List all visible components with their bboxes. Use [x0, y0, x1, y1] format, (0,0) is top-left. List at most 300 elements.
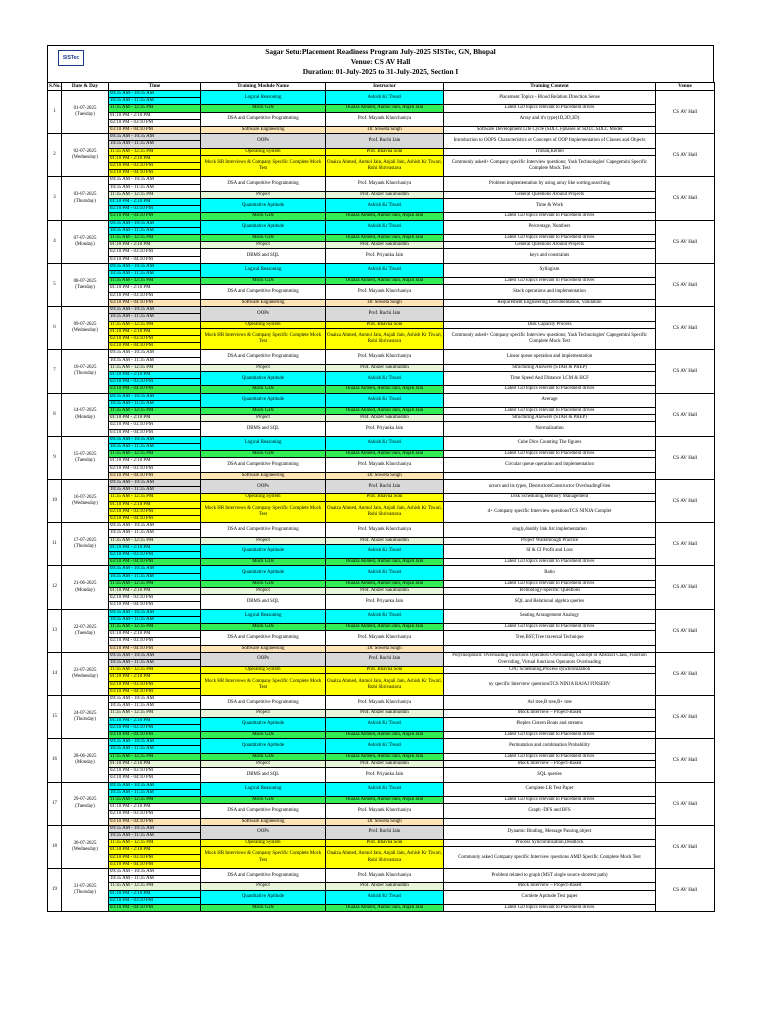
time-slot: 03:10 PM - 04:10 PM: [109, 386, 201, 393]
schedule-table: [47, 82, 715, 912]
training-content: uctors and its types, DestructorsConstructor OverloadingFrien: [444, 479, 656, 493]
instructor-name: Ouaiza Ahmed, Anmol Jain, Anjali Jain: [326, 105, 444, 112]
instructor-name: Ashish Kr Tiwari: [326, 393, 444, 407]
day-date-cell: [62, 436, 109, 479]
table-row: [48, 278, 715, 285]
module-name: Quantitative Aptitude: [201, 739, 326, 753]
day-date-cell: [62, 134, 109, 177]
training-content: singly,doubly link list implementation: [444, 523, 656, 537]
time-slot: 11:35 AM - 12:35 PM: [109, 796, 201, 803]
training-content: Comlete Aptitude Test paper: [444, 890, 656, 904]
training-content: Problem related to graph (MST single source shortest path): [444, 868, 656, 882]
time-slot: 03:10 PM - 04:10 PM: [109, 170, 201, 177]
module-name: OOPs: [201, 479, 326, 493]
table-row: [48, 112, 715, 119]
training-content: Process Synchronization,Deadlock: [444, 840, 656, 847]
time-slot: 09:35 AM - 10:35 AM: [109, 825, 201, 832]
instructor-name: Prof. Bhavna Soni: [326, 148, 444, 155]
module-name: DBMS and SQL: [201, 422, 326, 436]
module-name: Mock HR Interviews & Company Specific Complete Mock Test: [201, 847, 326, 869]
time-slot: 02:10 PM - 03:10 PM: [109, 724, 201, 731]
day-date: 16-07-2025: [73, 494, 97, 500]
instructor-name: Ouaiza Ahmed, Anmol Jain, Anjali Jain, Ashish Kr Tiwari, Ruhi Shrivastava: [326, 847, 444, 869]
instructor-name: Ouaiza Ahmed, Anmol Jain, Anjali Jain: [326, 451, 444, 458]
module-name: Project: [201, 760, 326, 767]
table-row: [48, 472, 715, 479]
module-name: Operating System: [201, 321, 326, 328]
time-slot: 11:35 AM - 12:35 PM: [109, 883, 201, 890]
instructor-name: Ouaiza Ahmed, Anmol Jain, Anjali Jain: [326, 796, 444, 803]
time-slot: 11:35 AM - 12:35 PM: [109, 580, 201, 587]
time-slot: 10:35 AM - 11:35 AM: [109, 400, 201, 407]
time-slot: 02:10 PM - 03:10 PM: [109, 335, 201, 342]
day-serial: 4: [48, 220, 62, 263]
table-row: [48, 710, 715, 717]
time-slot: 10:35 AM - 11:35 AM: [109, 357, 201, 364]
time-slot: 09:35 AM - 10:35 AM: [109, 91, 201, 98]
training-content: Latest GD topics relevant to Placement drives: [444, 407, 656, 414]
time-slot: 01:10 PM - 2:10 PM: [109, 760, 201, 767]
instructor-name: Ouaiza Ahmed, Anmol Jain, Anjali Jain, Ashish Kr Tiwari, Ruhi Shrivastava: [326, 674, 444, 696]
time-slot: 03:10 PM - 04:10 PM: [109, 515, 201, 522]
instructor-name: Ouaiza Ahmed, Anmol Jain, Anjali Jain: [326, 386, 444, 393]
table-row: [48, 328, 715, 335]
module-name: OOPs: [201, 825, 326, 839]
table-row: [48, 559, 715, 566]
table-row: [48, 768, 715, 775]
time-slot: 03:10 PM - 04:10 PM: [109, 127, 201, 134]
training-content: Seating Arrangement Analogy: [444, 609, 656, 623]
schedule-header: [47, 45, 714, 82]
training-content: Latest GD topics relevant to Placement drives: [444, 796, 656, 803]
table-row: [48, 631, 715, 638]
training-content: Latest GD topics relevant to Placement drives: [444, 580, 656, 587]
training-content: SQL queries: [444, 768, 656, 782]
table-row: [48, 91, 715, 98]
instructor-name: Prof. Mayank Khurchaniya: [326, 696, 444, 710]
table-header-row: [48, 83, 715, 91]
module-name: Logical Reasoning: [201, 609, 326, 623]
table-row: [48, 364, 715, 371]
instructor-name: Prof. Abizer Sakimuddin: [326, 710, 444, 717]
venue-cell: CS AV Hall: [656, 868, 715, 911]
training-content: Tree,BST,Tree traversal Technique: [444, 631, 656, 645]
table-row: [48, 595, 715, 602]
time-slot: 03:10 PM - 04:10 PM: [109, 472, 201, 479]
instructor-name: Prof. Ruchi Jain: [326, 479, 444, 493]
time-slot: 02:10 PM - 03:10 PM: [109, 465, 201, 472]
day-serial: 9: [48, 436, 62, 479]
module-name: Mock GDs: [201, 278, 326, 285]
sistec-logo-icon: SISTec: [58, 50, 84, 66]
day-serial: 18: [48, 825, 62, 868]
module-name: Project: [201, 710, 326, 717]
table-row: [48, 155, 715, 162]
module-name: Mock GDs: [201, 904, 326, 911]
time-slot: 09:35 AM - 10:35 AM: [109, 782, 201, 789]
day-date: 08-07-2025: [73, 278, 97, 284]
instructor-name: Prof. Ruchi Jain: [326, 652, 444, 666]
instructor-name: Prof. Mayank Khurchaniya: [326, 523, 444, 537]
venue-cell: CS AV Hall: [656, 566, 715, 609]
instructor-name: Ashish Kr Tiwari: [326, 91, 444, 105]
table-row: [48, 105, 715, 112]
training-content: Commonly asked Company specific Interview questions AMD Specific Complete Mock Test: [444, 847, 656, 869]
instructor-name: Ouaiza Ahmed, Anmol Jain, Anjali Jain: [326, 753, 444, 760]
table-row: [48, 760, 715, 767]
venue-cell: CS AV Hall: [656, 739, 715, 782]
instructor-name: Prof. Mayank Khurchaniya: [326, 285, 444, 299]
time-slot: 09:35 AM - 10:35 AM: [109, 436, 201, 443]
day-date: 31-07-2025: [73, 883, 97, 889]
day-weekday: (Tuesday): [75, 457, 95, 463]
time-slot: 11:35 AM - 12:35 PM: [109, 407, 201, 414]
instructor-name: Ouaiza Ahmed, Anmol Jain, Anjali Jain: [326, 580, 444, 587]
table-row: [48, 307, 715, 314]
table-row: [48, 796, 715, 803]
day-date: 23-07-2025: [73, 667, 97, 673]
day-date-cell: [62, 350, 109, 393]
time-slot: 09:35 AM - 10:35 AM: [109, 868, 201, 875]
module-name: Mock HR Interviews & Company Specific Complete Mock Test: [201, 674, 326, 696]
time-slot: 11:35 AM - 12:35 PM: [109, 840, 201, 847]
training-content: Syllogism: [444, 263, 656, 277]
table-row: [48, 717, 715, 724]
time-slot: 11:35 AM - 12:35 PM: [109, 624, 201, 631]
module-name: Operating System: [201, 494, 326, 501]
training-content: keys and constraints: [444, 249, 656, 263]
instructor-name: Prof. Priyanka Jain: [326, 768, 444, 782]
table-row: [48, 544, 715, 551]
training-content: SQL and Relational algebra queries: [444, 595, 656, 609]
module-name: Operating System: [201, 840, 326, 847]
module-name: Project: [201, 537, 326, 544]
module-name: Project: [201, 883, 326, 890]
time-slot: 09:35 AM - 10:35 AM: [109, 307, 201, 314]
table-row: [48, 566, 715, 573]
day-date-cell: [62, 177, 109, 220]
instructor-name: Prof. Mayank Khurchaniya: [326, 177, 444, 191]
instructor-name: Prof. Abizer Sakimuddin: [326, 883, 444, 890]
training-content: Array and it's type(1D,2D,3D): [444, 112, 656, 126]
day-weekday: (Wednesday): [72, 846, 98, 852]
training-content: Technology-Specific Questions: [444, 588, 656, 595]
day-date: 21-06-2025: [73, 581, 97, 587]
venue-cell: CS AV Hall: [656, 609, 715, 652]
venue-cell: CS AV Hall: [656, 393, 715, 436]
time-slot: 01:10 PM - 2:10 PM: [109, 717, 201, 724]
table-row: [48, 242, 715, 249]
instructor-name: Prof. Bhavna Soni: [326, 840, 444, 847]
day-weekday: (Tuesday): [75, 112, 95, 118]
instructor-name: Prof. Priyanka Jain: [326, 595, 444, 609]
instructor-name: Dr. Shweta Singh: [326, 299, 444, 306]
instructor-name: Ashish Kr Tiwari: [326, 782, 444, 796]
table-row: [48, 501, 715, 508]
table-row: [48, 451, 715, 458]
time-slot: 01:10 PM - 2:10 PM: [109, 155, 201, 162]
training-content: Thread,Kernel: [444, 148, 656, 155]
time-slot: 03:10 PM - 04:10 PM: [109, 732, 201, 739]
time-slot: 02:10 PM - 03:10 PM: [109, 897, 201, 904]
instructor-name: Ouaiza Ahmed, Anmol Jain, Anjali Jain: [326, 559, 444, 566]
instructor-name: Dr. Shweta Singh: [326, 472, 444, 479]
training-content: Latest GD topics relevant to Placement drives: [444, 624, 656, 631]
day-date-cell: [62, 91, 109, 134]
day-weekday: (Wednesday): [72, 501, 98, 507]
day-weekday: (Monday): [75, 241, 95, 247]
instructor-name: Dr. Shweta Singh: [326, 127, 444, 134]
time-slot: 09:35 AM - 10:35 AM: [109, 177, 201, 184]
day-weekday: (Wednesday): [72, 673, 98, 679]
day-date-cell: [62, 782, 109, 825]
time-slot: 10:35 AM - 11:35 AM: [109, 314, 201, 321]
training-content: Project Walkthrough Practice: [444, 537, 656, 544]
time-slot: 03:10 PM - 04:10 PM: [109, 688, 201, 695]
table-row: [48, 868, 715, 875]
module-name: Software Engineering: [201, 472, 326, 479]
training-content: Circular queue operation and implementation: [444, 458, 656, 472]
module-name: Quantitative Aptitude: [201, 393, 326, 407]
time-slot: 02:10 PM - 03:10 PM: [109, 292, 201, 299]
module-name: Operating System: [201, 148, 326, 155]
table-row: [48, 890, 715, 897]
time-slot: 03:10 PM - 04:10 PM: [109, 256, 201, 263]
module-name: Mock GDs: [201, 407, 326, 414]
instructor-name: Ouaiza Ahmed, Anmol Jain, Anjali Jain: [326, 732, 444, 739]
venue-cell: CS AV Hall: [656, 825, 715, 868]
module-name: DBMS and SQL: [201, 768, 326, 782]
table-row: [48, 350, 715, 357]
venue-cell: CS AV Hall: [656, 696, 715, 739]
day-weekday: (Wednesday): [72, 328, 98, 334]
module-name: Mock GDs: [201, 213, 326, 220]
day-serial: 10: [48, 479, 62, 522]
instructor-name: Ouaiza Ahmed, Anmol Jain, Anjali Jain: [326, 624, 444, 631]
day-date-cell: [62, 609, 109, 652]
training-content: Latest GD topics relevant to Placement drives: [444, 559, 656, 566]
training-content: Latest GD topics relevant to Placement drives: [444, 386, 656, 393]
day-serial: 6: [48, 307, 62, 350]
day-weekday: (Monday): [75, 587, 95, 593]
time-slot: 02:10 PM - 03:10 PM: [109, 422, 201, 429]
instructor-name: Prof. Bhavna Soni: [326, 494, 444, 501]
day-weekday: (Monday): [75, 414, 95, 420]
time-slot: 01:10 PM - 2:10 PM: [109, 804, 201, 811]
time-slot: 10:35 AM - 11:35 AM: [109, 789, 201, 796]
table-row: [48, 235, 715, 242]
instructor-name: Ouaiza Ahmed, Anmol Jain, Anjali Jain: [326, 278, 444, 285]
time-slot: 09:35 AM - 10:35 AM: [109, 134, 201, 141]
training-content: Polymorphism: Overloading Functions Operators Overloading Concept of Abstract Class, Function Overriding, Virtual functions Operators Overloading: [444, 652, 656, 666]
time-slot: 02:10 PM - 03:10 PM: [109, 552, 201, 559]
time-slot: 03:10 PM - 04:10 PM: [109, 299, 201, 306]
day-date-cell: [62, 523, 109, 566]
time-slot: 11:35 AM - 12:35 PM: [109, 235, 201, 242]
time-slot: 01:10 PM - 2:10 PM: [109, 371, 201, 378]
table-row: [48, 753, 715, 760]
day-serial: 12: [48, 566, 62, 609]
time-slot: 10:35 AM - 11:35 AM: [109, 703, 201, 710]
instructor-name: Dr. Shweta Singh: [326, 645, 444, 652]
time-slot: 10:35 AM - 11:35 AM: [109, 832, 201, 839]
table-row: [48, 213, 715, 220]
table-row: [48, 479, 715, 486]
training-content: Commonly asked+ Company specific Interview questions; Yash Technologies' Capegemini Specific Complete Mock Test: [444, 328, 656, 350]
time-slot: 11:35 AM - 12:35 PM: [109, 364, 201, 371]
training-content: Latest GD topics relevant to Placement drives: [444, 753, 656, 760]
table-row: [48, 220, 715, 227]
day-date: 24-07-2025: [73, 710, 97, 716]
instructor-name: Prof. Ruchi Jain: [326, 134, 444, 148]
time-slot: 02:10 PM - 03:10 PM: [109, 854, 201, 861]
table-row: [48, 415, 715, 422]
table-row: [48, 148, 715, 155]
instructor-name: Prof. Priyanka Jain: [326, 249, 444, 263]
table-row: [48, 624, 715, 631]
day-weekday: (Thursday): [74, 371, 96, 377]
time-slot: 01:10 PM - 2:10 PM: [109, 112, 201, 119]
day-weekday: (Tuesday): [75, 630, 95, 636]
time-slot: 09:35 AM - 10:35 AM: [109, 220, 201, 227]
training-content: Commonly asked+ Company specific Interview questions; Yash Technologies' Capegemini Specific Complete Mock Test: [444, 155, 656, 177]
module-name: Operating System: [201, 667, 326, 674]
venue-cell: CS AV Hall: [656, 436, 715, 479]
time-slot: 09:35 AM - 10:35 AM: [109, 350, 201, 357]
training-content: General Questions Around Projects: [444, 191, 656, 198]
instructor-name: Ouaiza Ahmed, Anmol Jain, Anjali Jain: [326, 407, 444, 414]
day-date-cell: [62, 566, 109, 609]
time-slot: 01:10 PM - 2:10 PM: [109, 501, 201, 508]
day-date: 30-07-2025: [73, 840, 97, 846]
time-slot: 01:10 PM - 2:10 PM: [109, 458, 201, 465]
time-slot: 02:10 PM - 03:10 PM: [109, 508, 201, 515]
module-name: Quantitative Aptitude: [201, 199, 326, 213]
module-name: Quantitative Aptitude: [201, 544, 326, 558]
day-serial: 17: [48, 782, 62, 825]
training-content: [444, 818, 656, 825]
module-name: DSA and Competitive Programming: [201, 350, 326, 364]
table-row: [48, 732, 715, 739]
day-date: 09-07-2025: [73, 322, 97, 327]
time-slot: 10:35 AM - 11:35 AM: [109, 573, 201, 580]
col-date: Date & Day: [62, 83, 109, 91]
module-name: Software Engineering: [201, 127, 326, 134]
time-slot: 10:35 AM - 11:35 AM: [109, 98, 201, 105]
table-row: [48, 436, 715, 443]
time-slot: 10:35 AM - 11:35 AM: [109, 530, 201, 537]
day-date: 14-07-2025: [73, 408, 97, 414]
training-content: Linear queue operation and implementation: [444, 350, 656, 364]
instructor-name: Prof. Abizer Sakimuddin: [326, 364, 444, 371]
instructor-name: Prof. Mayank Khurchaniya: [326, 804, 444, 818]
instructor-name: Dr. Shweta Singh: [326, 818, 444, 825]
table-row: [48, 422, 715, 429]
day-date: 22-07-2025: [73, 624, 97, 630]
training-content: [444, 645, 656, 652]
module-name: Mock GDs: [201, 796, 326, 803]
day-date: 01-07-2025: [73, 105, 97, 111]
time-slot: 01:10 PM - 2:10 PM: [109, 328, 201, 335]
instructor-name: Prof. Mayank Khurchaniya: [326, 112, 444, 126]
table-row: [48, 883, 715, 890]
time-slot: 09:35 AM - 10:35 AM: [109, 696, 201, 703]
day-serial: 5: [48, 263, 62, 306]
training-content: Permutation and combination Probability: [444, 739, 656, 753]
module-name: Mock GDs: [201, 580, 326, 587]
time-slot: 01:10 PM - 2:10 PM: [109, 674, 201, 681]
module-name: Logical Reasoning: [201, 782, 326, 796]
time-slot: 09:35 AM - 10:35 AM: [109, 652, 201, 659]
training-content: Software Development Life Cycle (SDLC)-phases or SDLC SDLC Model: [444, 127, 656, 134]
module-name: Mock HR Interviews & Company Specific Complete Mock Test: [201, 501, 326, 523]
module-name: Mock GDs: [201, 105, 326, 112]
module-name: Logical Reasoning: [201, 91, 326, 105]
col-instructor: Instructor: [326, 83, 444, 91]
time-slot: 03:10 PM - 04:10 PM: [109, 904, 201, 911]
table-row: [48, 249, 715, 256]
day-date-cell: [62, 825, 109, 868]
time-slot: 01:10 PM - 2:10 PM: [109, 890, 201, 897]
instructor-name: Ouaiza Ahmed, Anmol Jain, Anjali Jain: [326, 213, 444, 220]
time-slot: 09:35 AM - 10:35 AM: [109, 609, 201, 616]
time-slot: 01:10 PM - 2:10 PM: [109, 588, 201, 595]
table-row: [48, 818, 715, 825]
day-weekday: (Thursday): [74, 544, 96, 550]
day-date: 17-07-2025: [73, 538, 97, 544]
module-name: DSA and Competitive Programming: [201, 177, 326, 191]
training-content: Latest GD topics relevant to Placement drives: [444, 278, 656, 285]
module-name: Quantitative Aptitude: [201, 371, 326, 385]
col-venue: Venue: [656, 83, 715, 91]
time-slot: 02:10 PM - 03:10 PM: [109, 206, 201, 213]
table-row: [48, 904, 715, 911]
table-row: [48, 386, 715, 393]
table-row: [48, 177, 715, 184]
instructor-name: Ashish Kr Tiwari: [326, 371, 444, 385]
venue-cell: CS AV Hall: [656, 307, 715, 350]
table-row: [48, 840, 715, 847]
module-name: Software Engineering: [201, 645, 326, 652]
training-content: Disk Capacity Process: [444, 321, 656, 328]
instructor-name: Ashish Kr Tiwari: [326, 739, 444, 753]
table-row: [48, 134, 715, 141]
venue-cell: CS AV Hall: [656, 652, 715, 695]
training-content: Mock Interview – Project-Based: [444, 710, 656, 717]
time-slot: 02:10 PM - 03:10 PM: [109, 638, 201, 645]
table-row: [48, 847, 715, 854]
day-date: 02-07-2025: [73, 149, 97, 155]
training-content: Percentage, Numbers: [444, 220, 656, 234]
time-slot: 03:10 PM - 04:10 PM: [109, 645, 201, 652]
instructor-name: Ashish Kr Tiwari: [326, 220, 444, 234]
module-name: OOPs: [201, 134, 326, 148]
time-slot: 11:35 AM - 12:35 PM: [109, 667, 201, 674]
module-name: DBMS and SQL: [201, 595, 326, 609]
day-serial: 15: [48, 696, 62, 739]
training-content: Placement Topics - Blood Relation Direction Sense: [444, 91, 656, 105]
module-name: DSA and Competitive Programming: [201, 631, 326, 645]
table-row: [48, 804, 715, 811]
module-name: Quantitative Aptitude: [201, 890, 326, 904]
module-name: Software Engineering: [201, 818, 326, 825]
day-weekday: (Tuesday): [75, 284, 95, 290]
training-content: Latest GD topics relevant to Placement drives: [444, 235, 656, 242]
table-row: [48, 696, 715, 703]
instructor-name: Ashish Kr Tiwari: [326, 566, 444, 580]
day-weekday: (Monday): [75, 760, 95, 766]
instructor-name: Prof. Abizer Sakimuddin: [326, 537, 444, 544]
